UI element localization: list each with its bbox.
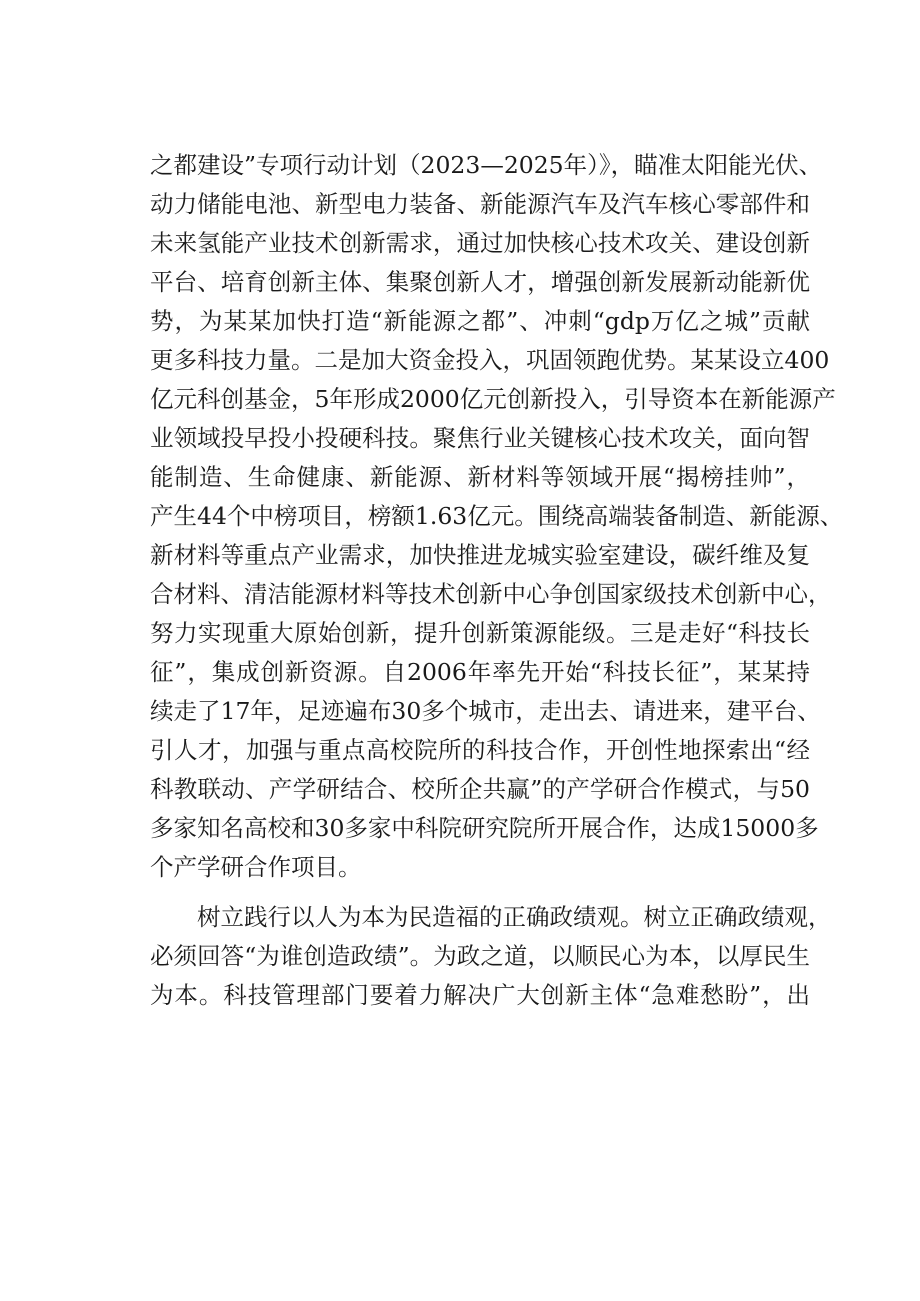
paragraph-2	[150, 898, 832, 1015]
text-line: 之都建设”专项行动计划（2023—2025年）》，瞄准太阳能光伏、	[150, 151, 823, 179]
text-line: 能制造、生命健康、新能源、新材料等领域开展“揭榜挂帅”，	[150, 463, 810, 491]
text-line: 续走了17年，足迹遍布30多个城市，走出去、请进来，建平台、	[150, 697, 821, 725]
paragraph-1	[150, 146, 844, 887]
text-line: 平台、培育创新主体、集聚创新人才，增强创新发展新动能新优	[150, 268, 810, 296]
text-line: 业领域投早投小投硬科技。聚焦行业关键核心技术攻关，面向智	[150, 424, 810, 452]
text-line: 引人才，加强与重点高校院所的科技合作，开创性地探索出“经	[150, 736, 810, 764]
text-line: 树立践行以人为本为民造福的正确政绩观。树立正确政绩观，	[197, 903, 832, 931]
text-line: 努力实现重大原始创新，提升创新策源能级。三是走好“科技长	[150, 619, 810, 647]
text-line: 科教联动、产学研结合、校所企共赢”的产学研合作模式，与50	[150, 775, 810, 803]
text-line: 更多科技力量。二是加大资金投入，巩固领跑优势。某某设立400	[150, 346, 830, 374]
text-line: 新材料等重点产业需求，加快推进龙城实验室建设，碳纤维及复	[150, 541, 810, 569]
text-line: 多家知名高校和30多家中科院研究院所开展合作，达成15000多	[150, 814, 819, 842]
text-line: 为本。科技管理部门要着力解决广大创新主体“急难愁盼”，出	[150, 981, 810, 1009]
document-body	[150, 146, 844, 1015]
text-line: 个产学研合作项目。	[150, 853, 362, 881]
text-line: 亿元科创基金，5年形成2000亿元创新投入，引导资本在新能源产	[150, 385, 836, 413]
text-line: 征”，集成创新资源。自2006年率先开始“科技长征”，某某持	[150, 658, 810, 686]
text-line: 动力储能电池、新型电力装备、新能源汽车及汽车核心零部件和	[150, 190, 810, 218]
text-line: 必须回答“为谁创造政绩”。为政之道，以顺民心为本，以厚民生	[150, 942, 810, 970]
text-line: 产生44个中榜项目，榜额1.63亿元。围绕高端装备制造、新能源、	[150, 502, 844, 530]
text-line: 未来氢能产业技术创新需求，通过加快核心技术攻关、建设创新	[150, 229, 810, 257]
paragraph-gap	[150, 887, 810, 898]
text-line: 势，为某某加快打造“新能源之都”、冲刺“gdp万亿之城”贡献	[150, 307, 810, 335]
text-line: 合材料、清洁能源材料等技术创新中心争创国家级技术创新中心，	[150, 580, 832, 608]
